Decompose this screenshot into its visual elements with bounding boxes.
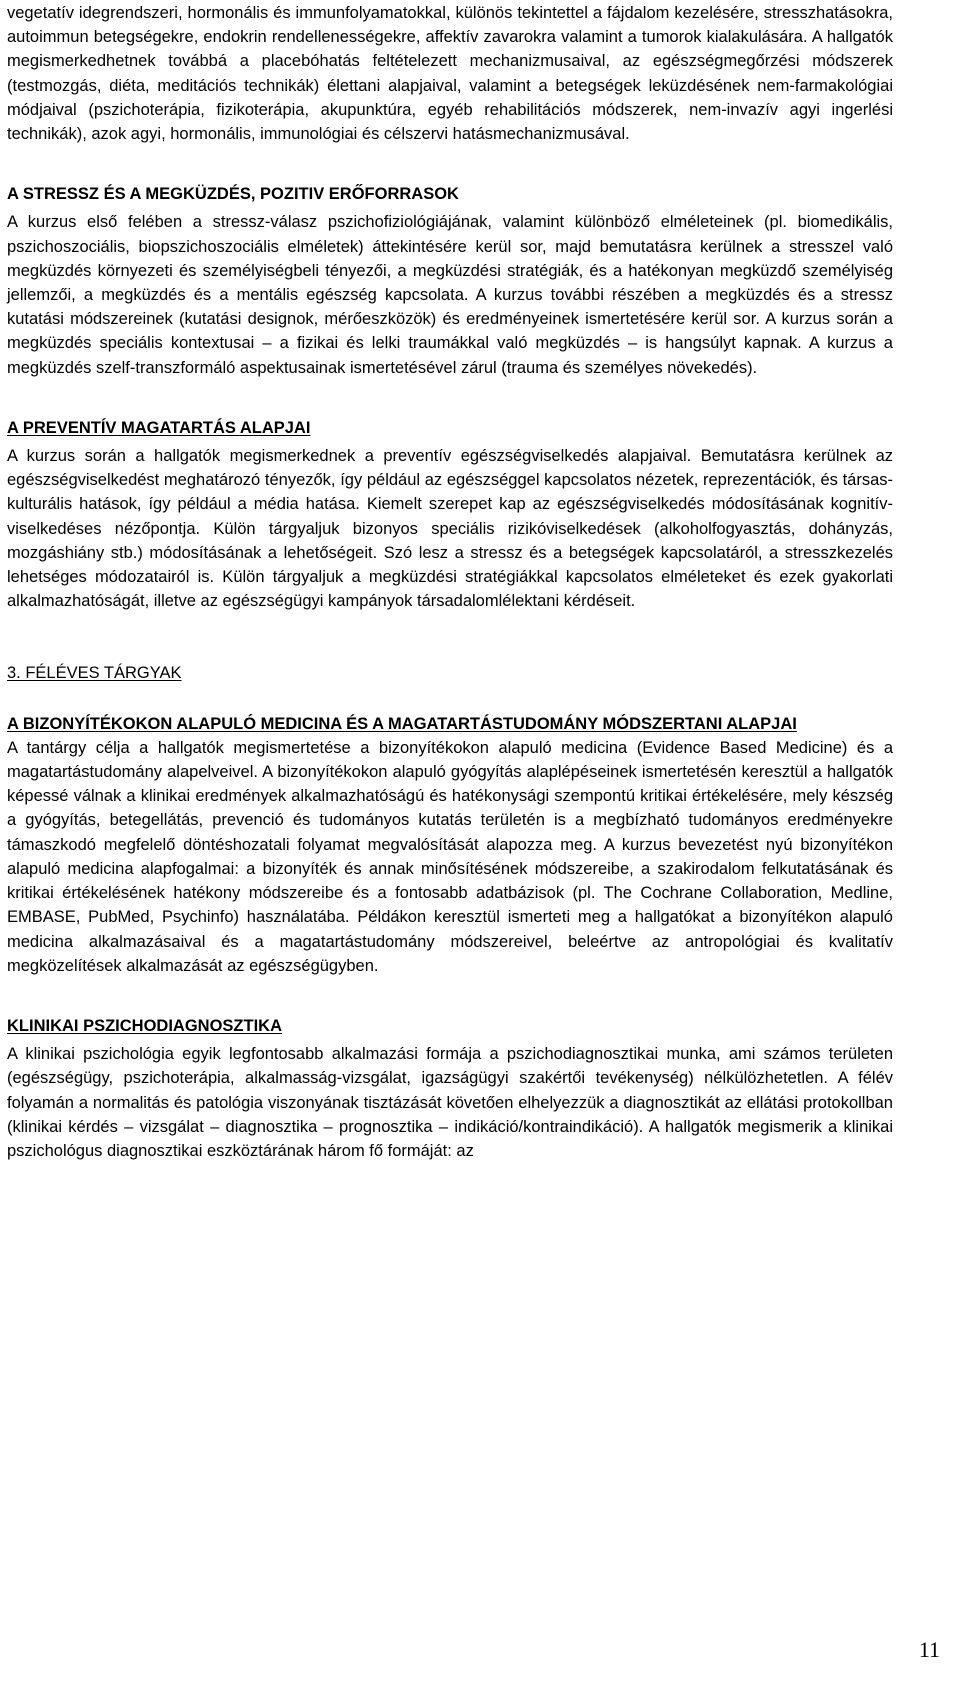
semester-label-wrapper bbox=[7, 661, 893, 685]
page-number: 11 bbox=[918, 1637, 940, 1662]
semester-label: 3. FÉLÉVES TÁRGYAK bbox=[7, 664, 182, 683]
section-heading-preventive-behavior: A PREVENTÍV MAGATARTÁS ALAPJAI bbox=[7, 418, 311, 437]
document-page bbox=[7, 0, 893, 1163]
section-body-stress-coping: A kurzus első felében a stressz-válasz pszichofiziológiájának, valamint különböző elméleteinek (pl. biomedikális, pszichoszociális, biopszichoszociális elméletek) áttekintésére kerül sor, majd bemutatásra kerülnek a stresszel való megküzdés környezeti és személyiségbeli tényezői, a megküzdési stratégiák, és a hatékonyan megküzdő személyiség jellemzői, a megküzdés és a mentális egészség kapcsolata. A kurzus további részében a megküzdés és a stressz kutatási módszereinek (kutatási designok, mérőeszközök) és eredményeinek ismertetésére kerül sor. A kurzus során a megküzdés speciális kontextusai – a fizikai és lelki traumákkal való megküzdés – is hangsúlyt kapnak. A kurzus a megküzdés szelf-transzformáló aspektusainak ismertetésével zárul (trauma és személyes növekedés). bbox=[7, 213, 893, 377]
section-heading-evidence-based-medicine: A BIZONYÍTÉKOKON ALAPULÓ MEDICINA ÉS A MAGATARTÁSTUDOMÁNY MÓDSZERTANI ALAPJAI bbox=[7, 714, 797, 733]
intro-paragraph: vegetatív idegrendszeri, hormonális és immunfolyamatokkal, különös tekintettel a fájdalom kezelésére, stresszhatásokra, autoimmun betegségekre, endokrin rendellenességekre, affektív zavarokra valamint a tumorok kialakulására. A hallgatók megismerkedhetnek továbbá a placebóhatás feltételezett mechanizmusaival, az egészségmegőrzési módszerek (testmozgás, diéta, meditációs technikák) élettani alapjaival, valamint a betegségek leküzdésének nem-farmakológiai módjaival (pszichoterápia, fizikoterápia, akupunktúra, egyéb rehabilitációs módszerek, nem-invazív agyi ingerlési technikák), azok agyi, hormonális, immunológiai és célszervi hatásmechanizmusával. bbox=[7, 4, 893, 144]
section-body-evidence-based-medicine: A tantárgy célja a hallgatók megismertetése a bizonyítékokon alapuló medicina (Evidence Based Medicine) és a magatartástudomány alapelveivel. A bizonyítékokon alapuló gyógyítás alaplépéseinek ismertetésén keresztül a hallgatók képessé válnak a klinikai eredmények alkalmazhatóságú és hatékonysági szempontú kritikai értékelésére, mely készség a gyógyítás, betegellátás, prevenció és tudományos kutatás területén is a megbízható tudományos eredményekre támaszkodó megfelelő döntéshozatali folyamat megvalósítását alapozza meg. A kurzus bevezetést nyú bizonyítékon alapuló medicina alapfogalmai: a bizonyíték és annak minősítésének módszereibe, a szakirodalom felkutatásának és kritikai értékelésének hatékony módszereibe és a fontosabb adatbázisok (pl. The Cochrane Collaboration, Medline, EMBASE, PubMed, Psychinfo) használatába. Példákon keresztül ismerteti meg a hallgatókat a bizonyítékon alapuló medicina alkalmazásaival és a magatartástudomány módszereivel, beleértve az antropológiai és kvalitatív megközelítések alkalmazását az egészségügyben. bbox=[7, 738, 893, 975]
section-heading-stress-coping: A STRESSZ ÉS A MEGKÜZDÉS, POZITIV ERŐFORRASOK bbox=[7, 185, 459, 204]
section-body-preventive-behavior: A kurzus során a hallgatók megismerkednek a preventív egészségviselkedés alapjaival. Bemutatásra kerülnek az egészségviselkedést meghatározó tényezők, így például az egészséggel kapcsolatos nézetek, reprezentációk, és társas-kulturális hatások, így például a média hatása. Kiemelt szerepet kap az egészségviselkedés módosításának kognitív-viselkedéses nézőpontja. Külön tárgyaljuk bizonyos speciális rizikóviselkedések (alkoholfogyasztás, dohányzás, mozgáshiány stb.) módosításának a lehetőségeit. Szó lesz a stressz és a betegségek kapcsolatáról, a stresszkezelés lehetséges módozatairól is. Külön tárgyaljuk a megküzdési stratégiákkal kapcsolatos elméleteket és ezek gyakorlati alkalmazhatóságát, illetve az egészségügyi kampányok társadalomlélektani kérdéseit. bbox=[7, 447, 893, 611]
section-body-clinical-psychodiagnostics: A klinikai pszichológia egyik legfontosabb alkalmazási formája a pszichodiagnosztikai munka, ami számos területen (egészségügy, pszichoterápia, alkalmasság-vizsgálat, igazságügyi szakértői tevékenység) nélkülözhetetlen. A félév folyamán a normalitás és patológia viszonyának tisztázását követően elhelyezzük a diagnosztikát az ellátási protokollban (klinikai kérdés – vizsgálat – diagnosztika – prognosztika – indikáció/kontraindikáció). A hallgatók megismerik a klinikai pszichológus diagnosztikai eszköztárának három fő formáját: az bbox=[7, 1045, 893, 1160]
section-heading-clinical-psychodiagnostics: KLINIKAI PSZICHODIAGNOSZTIKA bbox=[7, 1016, 282, 1035]
